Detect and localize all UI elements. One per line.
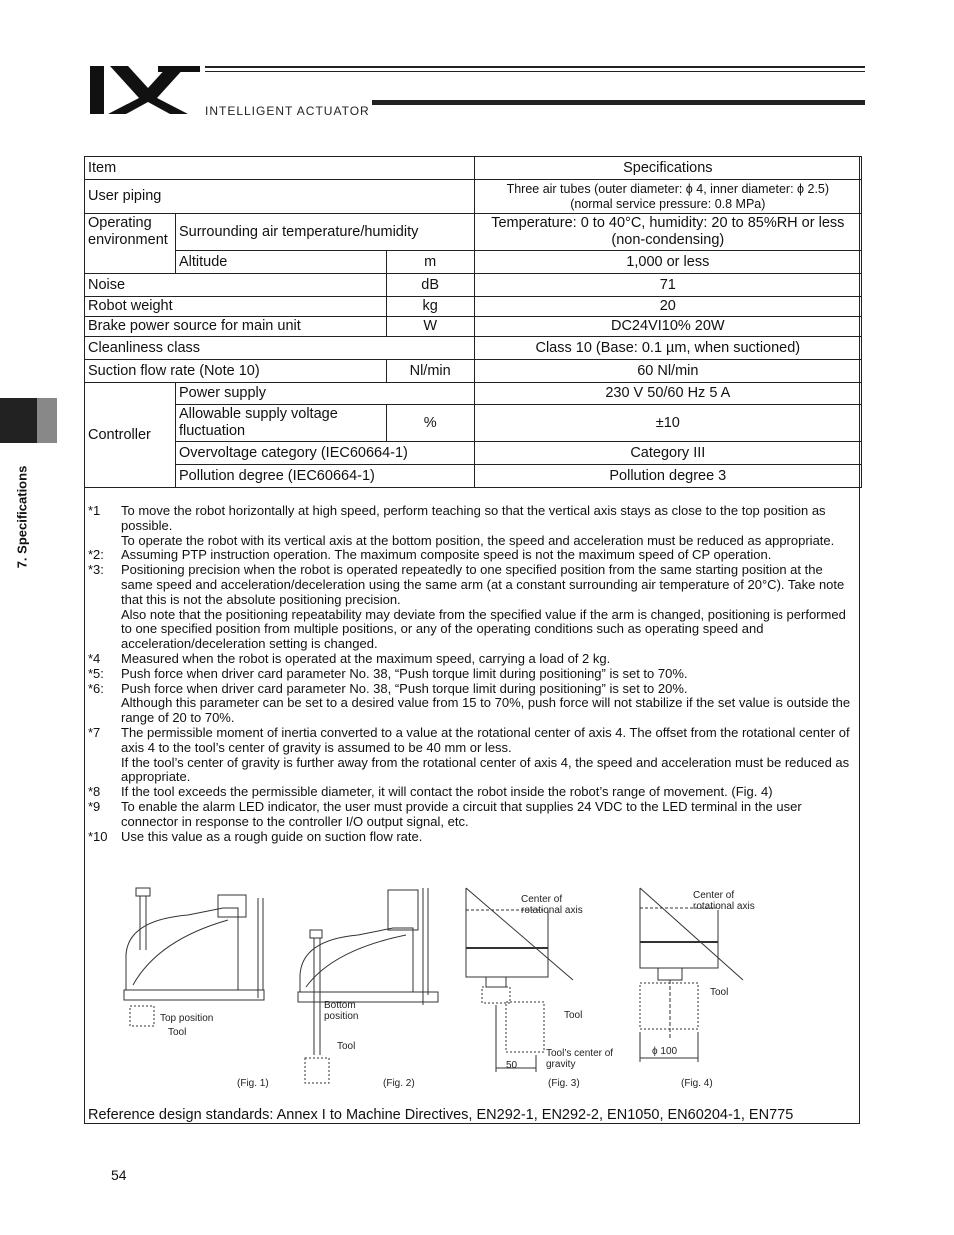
dimension-50: 50 — [506, 1060, 518, 1071]
note-item: *3: Positioning precision when the robot is operated repeatedly to one specified position from the same starting position at the same speed and acceleration/deceleration using the same arm (at a constant surrounding air temperature of 20°C). Take note that this is not the absolute positioning precision. — [88, 562, 845, 607]
ix-logo — [88, 64, 200, 116]
fluctuation-label: Allowable supply voltage fluctuation — [175, 405, 386, 442]
power-label: Power supply — [175, 383, 474, 405]
weight-unit: kg — [386, 297, 474, 317]
fluctuation-spec: ±10 — [474, 405, 861, 442]
fluctuation-unit: % — [386, 405, 474, 442]
note-item: If the tool’s center of gravity is further away from the rotational center of axis 4, the speed and acceleration must be reduced as appropriate. — [121, 754, 850, 785]
user-piping-spec: Three air tubes (outer diameter: ϕ 4, inner diameter: ϕ 2.5) (normal service pressure: 0.8 MPa) — [474, 180, 861, 214]
reference-standards: Reference design standards: Annex I to Machine Directives, EN292-1, EN292-2, EN1050, EN60204-1, EN775 — [88, 1107, 794, 1123]
altitude-spec: 1,000 or less — [474, 251, 861, 274]
figures-area — [88, 880, 858, 1100]
tool-label-fig4: Tool — [710, 987, 729, 998]
tool-center-gravity-label: Tool’s center of gravity — [546, 1048, 614, 1070]
header-spec: Specifications — [474, 157, 861, 180]
note-item: Also note that the positioning repeatability may deviate from the specified value if the arm is changed, positioning is performed to one specified position from multiple positions, or any of the operating conditions such as operating speed and acceleration/deceleration setting is changed. — [121, 606, 846, 652]
overvoltage-label: Overvoltage category (IEC60664-1) — [175, 442, 474, 465]
center-axis-label-fig3: Center of rotational axis — [521, 894, 583, 916]
operating-env-label: Operating environment — [85, 214, 176, 274]
brake-spec: DC24VI10% 20W — [474, 317, 861, 337]
noise-spec: 71 — [474, 274, 861, 297]
note-item: *10 Use this value as a rough guide on suction flow rate. — [88, 828, 423, 844]
fig4-caption: (Fig. 4) — [681, 1078, 713, 1089]
altitude-unit: m — [386, 251, 474, 274]
spec-table — [84, 156, 862, 488]
brake-label: Brake power source for main unit — [85, 317, 387, 337]
altitude-label: Altitude — [175, 251, 386, 274]
tool-label-fig1: Tool — [168, 1027, 187, 1038]
surrounding-temp-label: Surrounding air temperature/humidity — [175, 214, 474, 251]
suction-unit: Nl/min — [386, 360, 474, 383]
note-item: *6: Push force when driver card parameter No. 38, “Push torque limit during positioning” is set to 20%. — [88, 680, 688, 696]
suction-label: Suction flow rate (Note 10) — [85, 360, 387, 383]
overvoltage-spec: Category III — [474, 442, 861, 465]
noise-label: Noise — [85, 274, 387, 297]
user-piping-label: User piping — [85, 180, 475, 214]
controller-label: Controller — [85, 383, 176, 488]
page-number: 54 — [111, 1167, 127, 1183]
note-item: *9 To enable the alarm LED indicator, the user must provide a circuit that supplies 24 VDC to the LED terminal in the user connector in response to the controller I/O output signal, etc. — [88, 798, 802, 829]
note-item: *7 The permissible moment of inertia converted to a value at the rotational center of axis 4. The offset from the rotational center of axis 4 to the tool’s center of gravity is assumed to be 40 mm or less. — [88, 724, 850, 755]
note-item: Although this parameter can be set to a desired value from 15 to 70%, push force will not stabilize if the set value is outside the range of 20 to 70%. — [121, 695, 851, 726]
section-label: 7. Specifications — [14, 465, 30, 569]
header-rule-mid — [205, 71, 865, 72]
fig2-caption: (Fig. 2) — [383, 1078, 415, 1089]
note-item: *4 Measured when the robot is operated at the maximum speed, carrying a load of 2 kg. — [88, 650, 611, 666]
surrounding-temp-spec: Temperature: 0 to 40°C, humidity: 20 to 85%RH or less (non-condensing) — [474, 214, 861, 251]
center-axis-label-fig4: Center of rotational axis — [693, 890, 755, 912]
cleanliness-label: Cleanliness class — [85, 337, 475, 360]
suction-spec: 60 Nl/min — [474, 360, 861, 383]
pollution-spec: Pollution degree 3 — [474, 465, 861, 488]
note-item: *1 To move the robot horizontally at high speed, perform teaching so that the vertical axis stays as close to the top position as possible. — [88, 503, 826, 533]
brake-unit: W — [386, 317, 474, 337]
notes-list — [88, 504, 858, 844]
note-item: *5: Push force when driver card parameter No. 38, “Push torque limit during positioning” is set to 70%. — [88, 665, 688, 681]
weight-label: Robot weight — [85, 297, 387, 317]
brand-name: INTELLIGENT ACTUATOR — [205, 104, 370, 118]
header-item: Item — [85, 157, 475, 180]
weight-spec: 20 — [474, 297, 861, 317]
fig3-caption: (Fig. 3) — [548, 1078, 580, 1089]
tool-label-fig3: Tool — [564, 1010, 583, 1021]
note-item: *8 If the tool exceeds the permissible diameter, it will contact the robot inside the robot’s range of movement. (Fig. 4) — [88, 784, 773, 800]
power-spec: 230 V 50/60 Hz 5 A — [474, 383, 861, 405]
dimension-100: ϕ 100 — [652, 1046, 678, 1057]
header-rule-bottom — [372, 100, 865, 105]
cleanliness-spec: Class 10 (Base: 0.1 µm, when suctioned) — [474, 337, 861, 360]
pollution-label: Pollution degree (IEC60664-1) — [175, 465, 474, 488]
robot-figures-drawing — [88, 880, 858, 1100]
section-tab — [0, 398, 37, 443]
fig1-caption: (Fig. 1) — [237, 1078, 269, 1089]
note-item: *2: Assuming PTP instruction operation. The maximum composite speed is not the maximum speed of CP operation. — [88, 547, 772, 563]
section-tab-shade — [37, 398, 57, 443]
header-rule-top — [205, 66, 865, 68]
tool-label-fig2: Tool — [337, 1041, 356, 1052]
top-position-label: Top position — [160, 1013, 214, 1024]
bottom-position-label: Bottom position — [324, 1000, 359, 1022]
note-item: To operate the robot with its vertical axis at the bottom position, the speed and acceleration must be reduced as appropriate. — [121, 532, 835, 548]
noise-unit: dB — [386, 274, 474, 297]
